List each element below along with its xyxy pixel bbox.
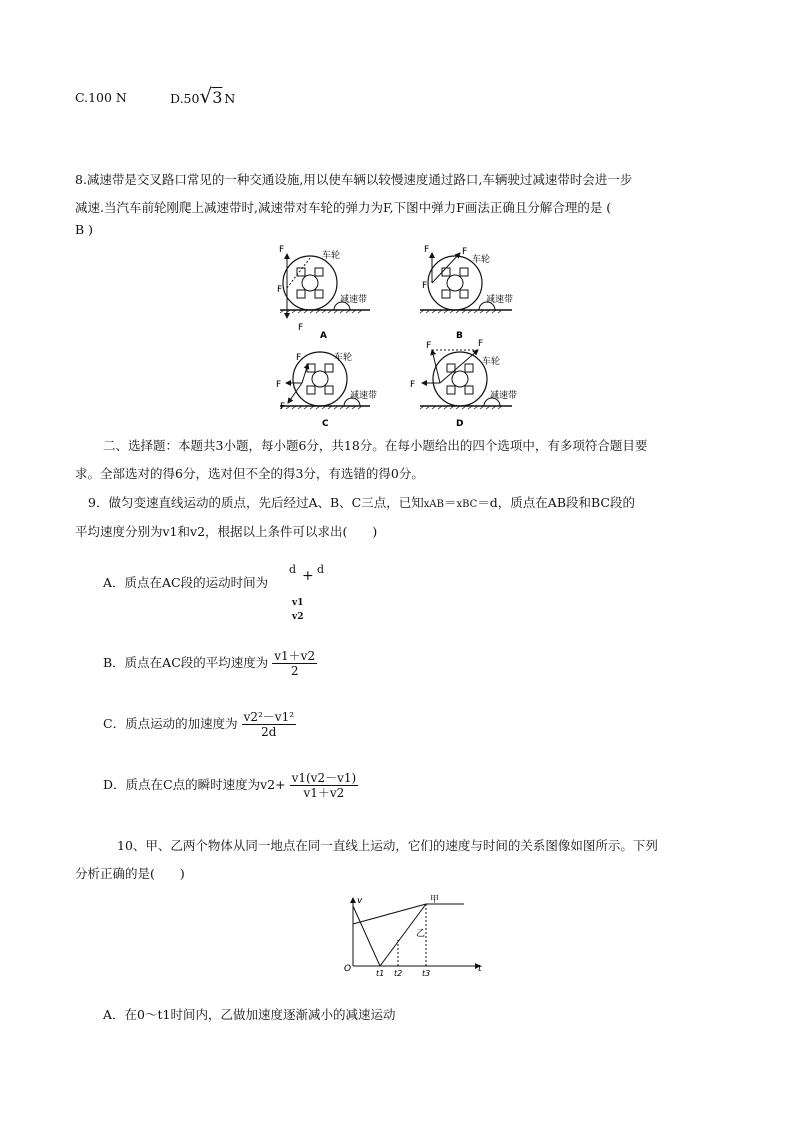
panel-a: [277, 245, 370, 341]
q10-option-a: A．在0～t1时间内，乙做加速度逐渐减小的减速运动: [103, 1007, 396, 1022]
c-panel-label: C: [322, 419, 329, 428]
q9-a-plus: +: [302, 568, 314, 584]
d-wheel-label: 车轮: [482, 357, 501, 367]
a-bump-label: 减速带: [340, 295, 368, 305]
b-f-label: F: [424, 245, 430, 255]
q8-line3: B ): [75, 222, 94, 237]
q7-option-d: D.50√3 N: [170, 84, 236, 108]
panel-d: [410, 339, 517, 428]
q10-line1: 10、甲、乙两个物体从同一地点在同一直线上运动，它们的速度与时间的关系图像如图所示。下列: [117, 838, 658, 853]
section2-line1: 二、选择题：本题共3小题，每小题6分，共18分。在每小题给出的四个选项中，有多项符合题目要: [103, 438, 648, 453]
d-f2-label: F: [478, 339, 484, 349]
d-panel-label: D: [456, 419, 464, 428]
q7-option-c: C.100 N: [75, 90, 127, 105]
b-f1-label: F: [422, 281, 428, 291]
q8-line2: 减速.当汽车前轮刚爬上减速带时,减速带对车轮的弹力为F,下图中弹力F画法正确且分解合理的是 (: [75, 200, 612, 215]
a-f1-label: F: [298, 323, 304, 333]
q9-option-a: A．质点在AC段的运动时间为: [103, 575, 269, 590]
q8-figure: [250, 238, 550, 428]
jia-label: 甲: [430, 895, 440, 905]
t2-label: t2: [394, 969, 403, 978]
q8-line1: 8.减速带是交叉路口常见的一种交通设施,用以使车辆以较慢速度通过路口,车辆驶过减速带时会进一步: [75, 172, 633, 187]
yi-label: 乙: [416, 929, 426, 939]
t3-label: t3: [422, 969, 431, 978]
b-bump-label: 减速带: [486, 295, 514, 305]
a-f2-label: F: [279, 245, 285, 255]
d-f1-label: F: [410, 380, 416, 390]
yi-line-1: [353, 906, 380, 966]
q9-line1: 9．做匀变速直线运动的质点，先后经过A、B、C三点，已知xAB＝xBC＝d，质点在AB段和BC段的: [88, 495, 635, 510]
d-f-label: F: [426, 341, 432, 351]
t1-label: t1: [376, 969, 385, 978]
q9-a-v1: v1: [292, 598, 304, 608]
d-bump-label: 减速带: [490, 391, 518, 401]
a-panel-label: A: [320, 331, 327, 341]
q10-vt-graph: [340, 892, 490, 980]
c-f2-label: F: [296, 353, 302, 363]
b-f2-label: F: [462, 247, 468, 257]
q9-a-d1: d: [289, 563, 297, 576]
v-axis-label: v: [357, 896, 363, 906]
q9-a-v2: v2: [292, 612, 304, 622]
q9-option-c: C．质点运动的加速度为 $\frac{\text{v2²－v1²}}{2d}$: [103, 710, 295, 739]
c-bump-label: 减速带: [350, 391, 378, 401]
q9-d-fraction: $\frac{v1(v2-v1)}{v1+v2}$: [291, 771, 357, 800]
q9-option-d: D．质点在C点的瞬时速度为v2+ $\frac{v1(v2-v1)}{v1+v2}$: [103, 771, 357, 800]
c-f1-label: F: [280, 402, 286, 412]
origin-label: O: [344, 964, 352, 974]
q10-line2: 分析正确的是( ): [75, 866, 185, 881]
b-panel-label: B: [456, 331, 463, 341]
q9-option-b: B．质点在AC段的平均速度为 $\frac{v1+v2}{2}$: [103, 649, 316, 678]
panel-c: [276, 351, 377, 428]
b-wheel-label: 车轮: [472, 255, 491, 265]
q9-c-fraction: $\frac{\text{v2²－v1²}}{2d}$: [243, 710, 295, 739]
a-f-label: F: [277, 285, 283, 295]
a-wheel-label: 车轮: [322, 251, 341, 261]
panel-b: [420, 245, 513, 341]
q9-a-d2: d: [317, 563, 325, 576]
c-f-label: F: [276, 380, 282, 390]
q9-b-fraction: $\frac{v1+v2}{2}$: [274, 649, 316, 678]
t-axis-label: t: [478, 964, 482, 974]
jia-line: [353, 904, 426, 924]
section2-line2: 求。全部选对的得6分，选对但不全的得3分，有选错的得0分。: [75, 466, 424, 481]
q9-line2: 平均速度分别为v1和v2，根据以上条件可以求出( ): [75, 524, 378, 539]
c-wheel-label: 车轮: [334, 353, 353, 363]
